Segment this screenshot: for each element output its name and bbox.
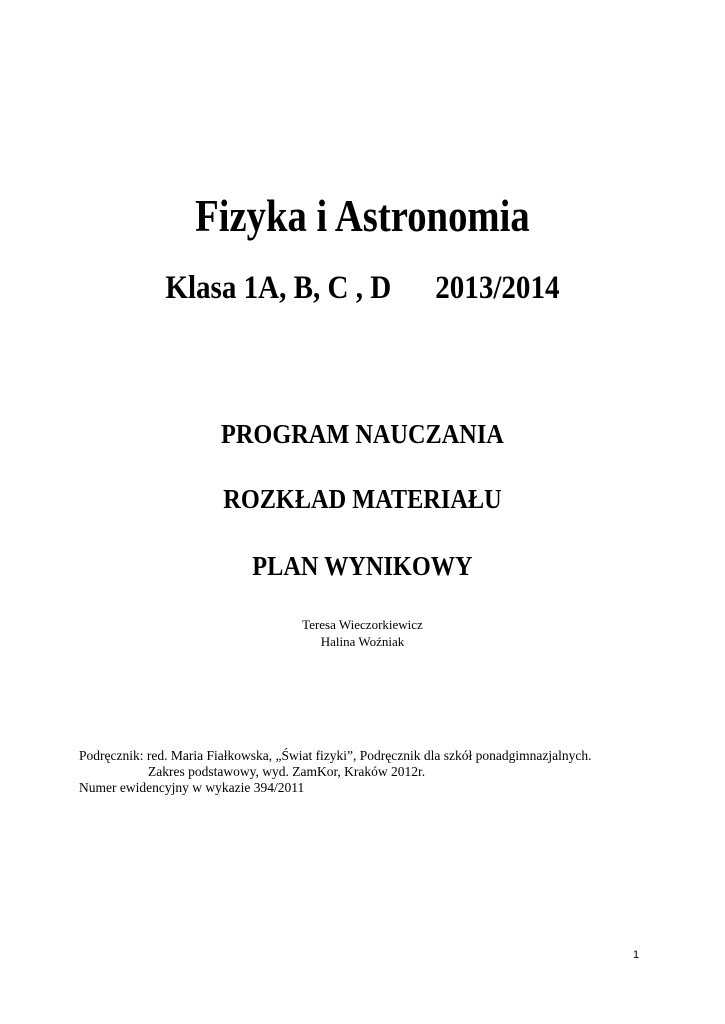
heading-rozklad: ROZKŁAD MATERIAŁU [223, 484, 502, 514]
textbook-registry-number: Numer ewidencyjny w wykazie 394/2011 [79, 780, 305, 795]
author-name: Halina Woźniak [320, 634, 405, 649]
textbook-info-line: Podręcznik: red. Maria Fiałkowska, „Świat fizyki”, Podręcznik dla szkół ponadgimnazjalnych. [79, 748, 592, 763]
heading-program: PROGRAM NAUCZANIA [221, 419, 504, 449]
heading-plan: PLAN WYNIKOWY [252, 551, 473, 581]
author-name: Teresa Wieczorkiewicz [302, 617, 423, 632]
page-number: 1 [633, 949, 640, 961]
document-title: Fizyka i Astronomia [195, 191, 530, 241]
textbook-info-line: Zakres podstawowy, wyd. ZamKor, Kraków 2012r. [148, 764, 426, 779]
school-year: 2013/2014 [435, 270, 560, 306]
class-label: Klasa 1A, B, C , D [165, 270, 392, 306]
class-line [43, 268, 681, 308]
